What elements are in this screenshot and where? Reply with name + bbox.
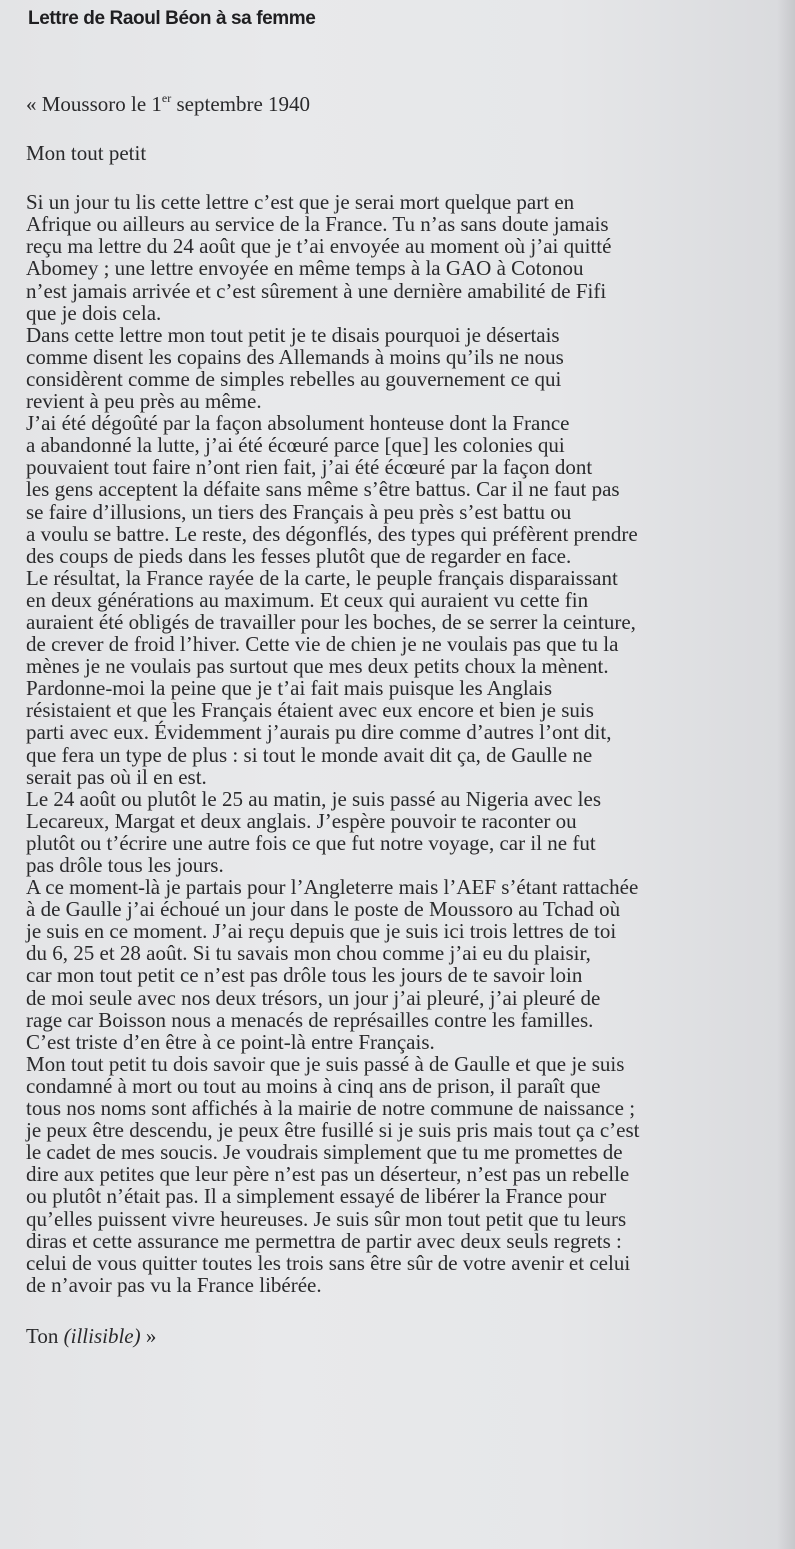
letter-line: a abandonné la lutte, j’ai été écœuré parce [que] les colonies qui [26, 433, 565, 458]
letter-line: des coups de pieds dans les fesses plutôt que de regarder en face. [26, 543, 572, 568]
letter-line: Abomey ; une lettre envoyée en même temps à la GAO à Cotonou [26, 256, 584, 281]
letter-line: Lecareux, Margat et deux anglais. J’espère pouvoir te raconter ou [26, 808, 577, 833]
letter-line: mènes je ne voulais pas surtout que mes deux petits choux la mènent. [26, 654, 609, 679]
letter-line: de n’avoir pas vu la France libérée. [26, 1272, 322, 1297]
letter-line: C’est triste d’en être à ce point-là entre Français. [26, 1029, 435, 1054]
letter-line: Afrique ou ailleurs au service de la France. Tu n’as sans doute jamais [26, 212, 609, 237]
letter-line: comme disent les copains des Allemands à moins qu’ils ne nous [26, 344, 564, 369]
letter-line: J’ai été dégoûté par la façon absolument honteuse dont la France [26, 411, 570, 436]
letter-line: rage car Boisson nous a menacés de représailles contre les familles. [26, 1007, 594, 1032]
letter-body [26, 191, 786, 1296]
letter-text [26, 93, 786, 1347]
open-quote: « [26, 92, 42, 116]
letter-line: plutôt ou t’écrire une autre fois ce que fut notre voyage, car il ne fut [26, 830, 596, 855]
letter-line: a voulu se battre. Le reste, des dégonflés, des types qui préfèrent prendre [26, 521, 638, 546]
letter-line: Le 24 août ou plutôt le 25 au matin, je suis passé au Nigeria avec les [26, 786, 602, 811]
letter-line: auraient été obligés de travailler pour les boches, de se serrer la ceinture, [26, 609, 636, 634]
letter-line: je suis en ce moment. J’ai reçu depuis que je suis ici trois lettres de toi [26, 919, 617, 944]
letter-line: serait pas où il en est. [26, 764, 207, 789]
letter-line: pas drôle tous les jours. [26, 853, 224, 877]
close-quote: » [140, 1323, 157, 1348]
letter-line: les gens acceptent la défaite sans même s’être battus. Car il ne faut pas [26, 477, 620, 502]
panel-heading: Lettre de Raoul Béon à sa femme [28, 8, 316, 29]
letter-date [26, 93, 786, 115]
letter-line: que je dois cela. [26, 300, 162, 325]
letter-line: dire aux petites que leur père n’est pas un déserteur, n’est pas un rebelle [26, 1162, 630, 1187]
letter-line: car mon tout petit ce n’est pas drôle tous les jours de te savoir loin [26, 963, 583, 988]
letter-signature [26, 1325, 786, 1347]
letter-line: Dans cette lettre mon tout petit je te disais pourquoi je désertais [26, 322, 560, 347]
letter-line: reçu ma lettre du 24 août que je t’ai envoyée au moment où j’ai quitté [26, 234, 612, 259]
date-ordinal: er [161, 91, 172, 105]
letter-line: diras et cette assurance me permettra de partir avec deux seuls regrets : [26, 1228, 622, 1253]
letter-line: condamné à mort ou tout au moins à cinq ans de prison, il paraît que [26, 1073, 601, 1098]
letter-line: pouvaient tout faire n’ont rien fait, j’ai été écœuré par la façon dont [26, 455, 593, 480]
signature-name: Ton [26, 1323, 64, 1348]
letter-line: considèrent comme de simples rebelles au gouvernement ce qui [26, 366, 562, 391]
letter-line: parti avec eux. Évidemment j’aurais pu dire comme d’autres l’ont dit, [26, 720, 612, 745]
letter-line: ou plutôt n’était pas. Il a simplement essayé de libérer la France pour [26, 1184, 607, 1209]
letter-line: du 6, 25 et 28 août. Si tu savais mon chou comme j’ai eu du plaisir, [26, 941, 591, 966]
letter-line: en deux générations au maximum. Et ceux qui auraient vu cette fin [26, 587, 589, 612]
date-place: Moussoro le 1 [41, 92, 162, 116]
letter-line: qu’elles puissent vivre heureuses. Je suis sûr mon tout petit que tu leurs [26, 1206, 627, 1231]
letter-line: je peux être descendu, je peux être fusillé si je suis pris mais tout ça c’est [26, 1118, 640, 1143]
date-rest: septembre 1940 [171, 92, 311, 116]
letter-line: Si un jour tu lis cette lettre c’est que je serai mort quelque part en [26, 190, 575, 215]
letter-line: que fera un type de plus : si tout le monde avait dit ça, de Gaulle ne [26, 742, 593, 767]
letter-line: à de Gaulle j’ai échoué un jour dans le poste de Moussoro au Tchad où [26, 897, 621, 922]
letter-line: se faire d’illusions, un tiers des Français à peu près s’est battu ou [26, 499, 572, 524]
letter-line: A ce moment-là je partais pour l’Angleterre mais l’AEF s’étant rattachée [26, 875, 639, 900]
signature-illegible: (illisible) [63, 1323, 141, 1348]
letter-line: revient à peu près au même. [26, 389, 262, 414]
letter-salutation: Mon tout petit [26, 141, 147, 166]
letter-line: tous nos noms sont affichés à la mairie de notre commune de naissance ; [26, 1096, 636, 1121]
letter-line: le cadet de mes soucis. Je voudrais simplement que tu me promettes de [26, 1140, 623, 1165]
letter-line: résistaient et que les Français étaient avec eux encore et bien je suis [26, 698, 594, 723]
letter-line: Pardonne-moi la peine que je t’ai fait mais puisque les Anglais [26, 676, 553, 701]
letter-line: Mon tout petit tu dois savoir que je suis passé à de Gaulle et que je suis [26, 1051, 625, 1076]
letter-line: Le résultat, la France rayée de la carte, le peuple français disparaissant [26, 565, 618, 590]
letter-line: n’est jamais arrivée et c’est sûrement à une dernière amabilité de Fifi [26, 278, 607, 303]
letter-line: de crever de froid l’hiver. Cette vie de chien je ne voulais pas que tu la [26, 632, 619, 657]
letter-line: celui de vous quitter toutes les trois sans être sûr de votre avenir et celui [26, 1250, 631, 1275]
letter-line: de moi seule avec nos deux trésors, un jour j’ai pleuré, j’ai pleuré de [26, 985, 601, 1010]
